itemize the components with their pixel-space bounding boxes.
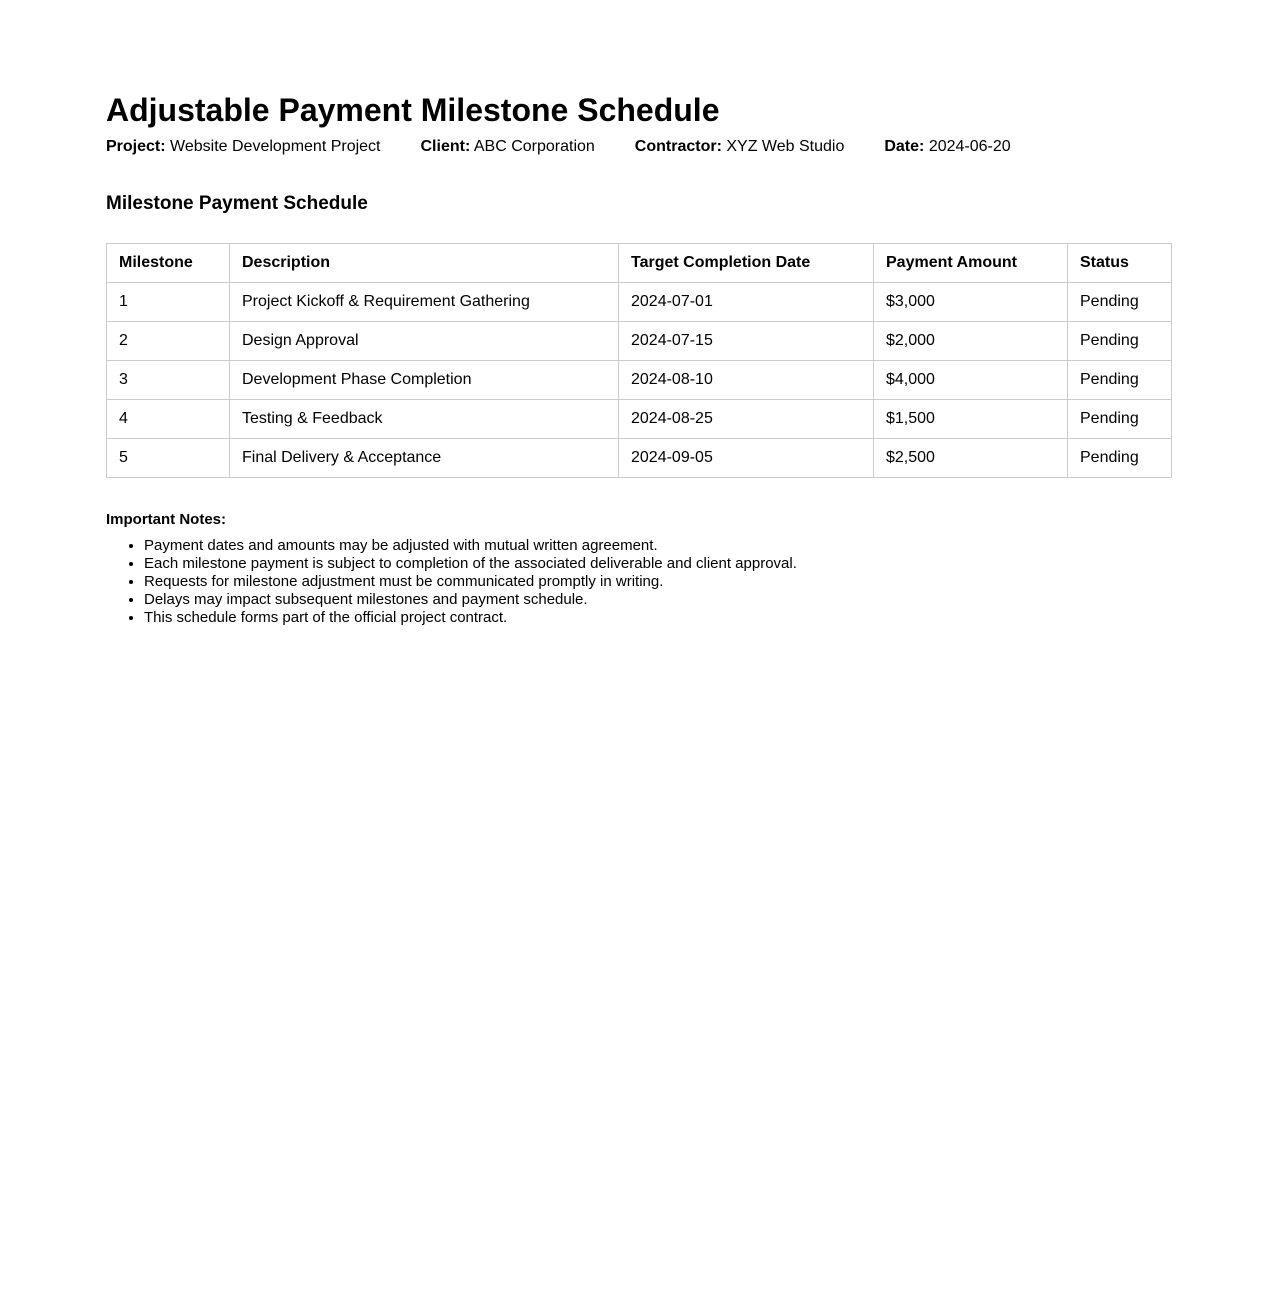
cell-payment-amount: $2,000 <box>874 322 1068 361</box>
cell-payment-amount: $2,500 <box>874 439 1068 478</box>
meta-date <box>884 137 1010 157</box>
table-row <box>107 283 1172 322</box>
meta-client <box>421 137 595 157</box>
cell-description: Final Delivery & Acceptance <box>230 439 619 478</box>
table-header-row <box>107 244 1172 283</box>
cell-description: Testing & Feedback <box>230 400 619 439</box>
cell-payment-amount: $3,000 <box>874 283 1068 322</box>
cell-description: Development Phase Completion <box>230 361 619 400</box>
cell-target-date: 2024-07-01 <box>619 283 874 322</box>
cell-description: Project Kickoff & Requirement Gathering <box>230 283 619 322</box>
cell-milestone: 2 <box>107 322 230 361</box>
meta-project-value: Website Development Project <box>170 138 381 155</box>
meta-contractor-label: Contractor: <box>634 138 722 155</box>
cell-payment-amount: $1,500 <box>874 400 1068 439</box>
meta-date-label: Date: <box>884 138 925 155</box>
table-row <box>107 439 1172 478</box>
cell-status: Pending <box>1068 361 1172 400</box>
cell-target-date: 2024-08-25 <box>619 400 874 439</box>
meta-date-value: 2024-06-20 <box>928 138 1011 155</box>
page-title: Adjustable Payment Milestone Schedule <box>106 92 720 128</box>
cell-milestone: 4 <box>107 400 230 439</box>
cell-status: Pending <box>1068 439 1172 478</box>
cell-milestone: 5 <box>107 439 230 478</box>
milestone-table <box>106 243 1172 478</box>
header-description: Description <box>230 244 619 283</box>
table-row <box>107 322 1172 361</box>
notes-list <box>106 537 1172 627</box>
section-title: Milestone Payment Schedule <box>106 193 368 214</box>
meta-project-label: Project: <box>106 138 166 155</box>
table-row <box>107 400 1172 439</box>
header-status: Status <box>1068 244 1172 283</box>
table-row <box>107 361 1172 400</box>
cell-status: Pending <box>1068 322 1172 361</box>
cell-target-date: 2024-07-15 <box>619 322 874 361</box>
cell-status: Pending <box>1068 400 1172 439</box>
meta-client-value: ABC Corporation <box>473 138 595 155</box>
note-item: • Payment dates and amounts may be adjusted with mutual written agreement. <box>144 537 1172 555</box>
cell-status: Pending <box>1068 283 1172 322</box>
cell-milestone: 3 <box>107 361 230 400</box>
meta-contractor-value: XYZ Web Studio <box>726 138 845 155</box>
cell-target-date: 2024-09-05 <box>619 439 874 478</box>
meta-client-label: Client: <box>420 138 471 155</box>
note-item: • Requests for milestone adjustment must be communicated promptly in writing. <box>144 573 1172 591</box>
notes-title: Important Notes: <box>106 511 226 528</box>
document-meta <box>106 137 1172 157</box>
meta-contractor <box>635 137 845 157</box>
document-page <box>0 0 1278 627</box>
note-item: • Each milestone payment is subject to completion of the associated deliverable and client approval. <box>144 555 1172 573</box>
note-item: • This schedule forms part of the official project contract. <box>144 609 1172 627</box>
cell-description: Design Approval <box>230 322 619 361</box>
meta-project <box>106 137 381 157</box>
header-milestone: Milestone <box>107 244 230 283</box>
header-target-date: Target Completion Date <box>619 244 874 283</box>
note-item: • Delays may impact subsequent milestones and payment schedule. <box>144 591 1172 609</box>
header-payment-amount: Payment Amount <box>874 244 1068 283</box>
cell-payment-amount: $4,000 <box>874 361 1068 400</box>
cell-target-date: 2024-08-10 <box>619 361 874 400</box>
cell-milestone: 1 <box>107 283 230 322</box>
